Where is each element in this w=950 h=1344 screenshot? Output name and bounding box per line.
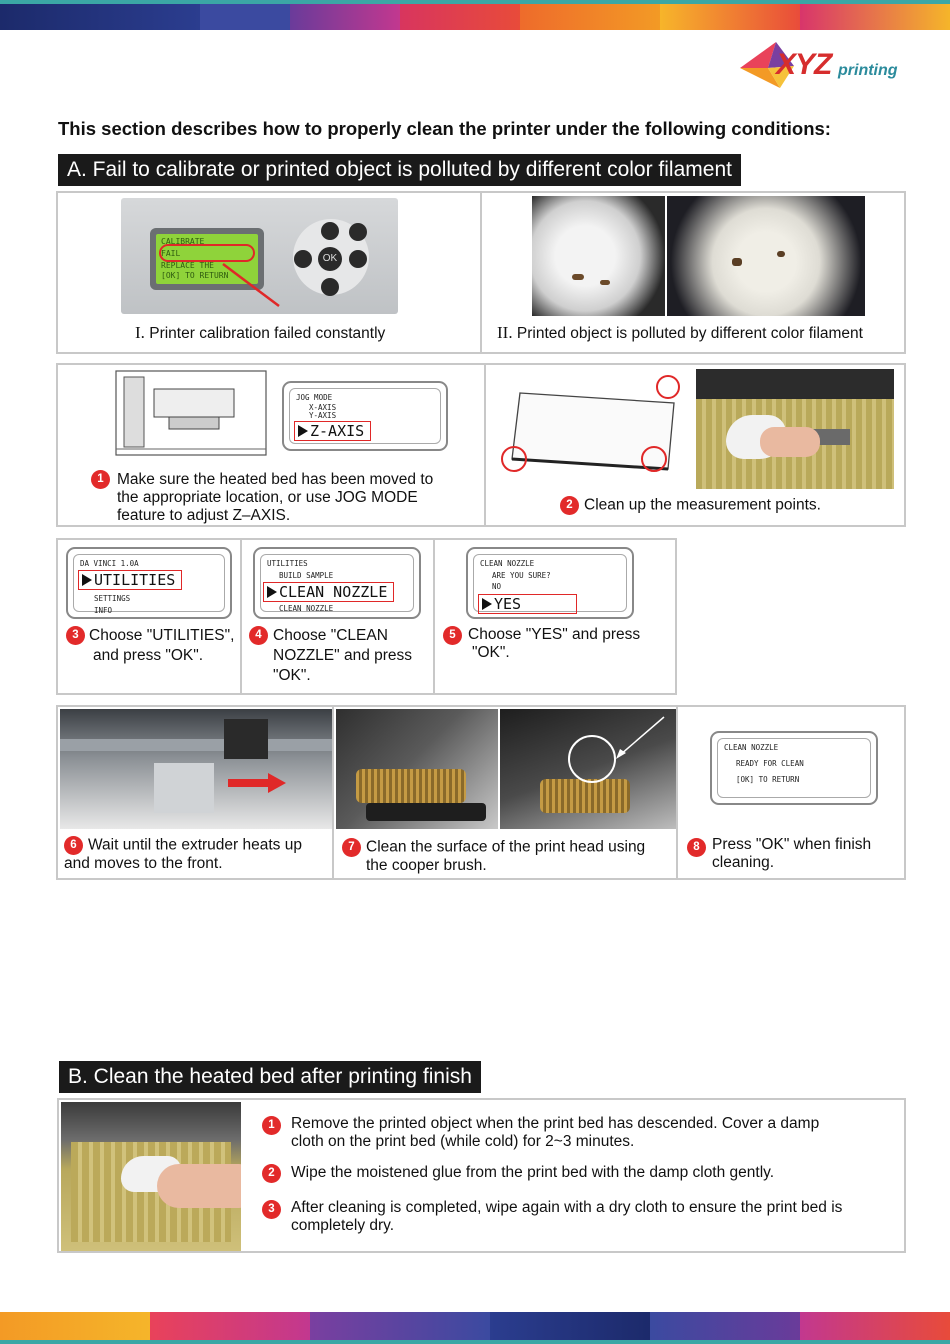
home-button-icon: [349, 223, 367, 241]
lcd-header: DA VINCI 1.0A: [80, 559, 139, 568]
logo-sub-text: printing: [838, 62, 898, 79]
case1-caption: [135, 324, 385, 343]
caption-line: Wait until the extruder heats up: [88, 836, 302, 854]
case2-roman: II.: [497, 323, 513, 342]
section-b-step3: [291, 1199, 842, 1235]
case2-caption: [497, 324, 863, 343]
lcd-header: JOG MODE: [296, 393, 333, 402]
step3-panel: [56, 538, 242, 695]
lcd-line: READY FOR CLEAN: [736, 759, 804, 768]
lcd-item: BUILD SAMPLE: [279, 571, 334, 580]
lcd-line-1: CALIBRATE: [161, 237, 205, 246]
step-number-badge: 2: [560, 496, 579, 515]
lcd-item: NO: [492, 582, 502, 591]
step4-panel: [240, 538, 435, 695]
caption-line: and press "OK".: [93, 647, 204, 664]
caption-line: the appropriate location, or use JOG MODE: [117, 489, 418, 506]
step1-panel: [56, 363, 486, 527]
lcd-selected-item: Z-AXIS: [294, 421, 371, 441]
step-number-badge: 8: [687, 838, 706, 857]
step5-caption: [468, 626, 640, 662]
caption-line: completely dry.: [291, 1217, 395, 1234]
step7-panel: [332, 705, 678, 880]
clean-nozzle-lcd: [253, 547, 421, 619]
step-number-badge: 2: [262, 1164, 281, 1183]
lcd-line-3: REPLACE THE: [161, 261, 214, 270]
caption-line: cleaning.: [712, 854, 775, 871]
step2-caption: [560, 496, 821, 515]
section-a-title: A. Fail to calibrate or printed object is polluted by different color filament: [58, 154, 741, 186]
step7-caption: [342, 838, 645, 875]
step2-panel: [484, 363, 906, 527]
case1-panel: [56, 191, 482, 354]
step8-caption: [712, 836, 871, 872]
ok-button-icon: OK: [318, 247, 342, 271]
polluted-object-photo-1: [532, 196, 665, 316]
brush-photo-2: [500, 709, 676, 829]
section-b-title: B. Clean the heated bed after printing finish: [59, 1061, 481, 1093]
lcd-item: ARE YOU SURE?: [492, 571, 551, 580]
jog-mode-lcd: [282, 381, 448, 451]
step-number-badge: 3: [262, 1200, 281, 1219]
red-arrow-icon: [228, 773, 288, 793]
case2-panel: [480, 191, 906, 354]
caption-line: Choose "CLEAN: [273, 627, 388, 644]
caption-line: "OK".: [273, 667, 311, 684]
caption-line: Choose "UTILITIES",: [89, 627, 235, 644]
section-b-panel: [57, 1098, 906, 1253]
down-button-icon: [321, 278, 339, 296]
step-number-badge: 1: [262, 1116, 281, 1135]
caption-line: After cleaning is completed, wipe again with a dry cloth to ensure the print bed is: [291, 1199, 843, 1216]
step4-caption: [273, 626, 412, 686]
section-b-step2: [291, 1164, 774, 1182]
caption-line: Make sure the heated bed has been moved to: [117, 471, 434, 488]
caption-line: Choose "YES" and press: [468, 626, 641, 643]
up-button-icon: [321, 222, 339, 240]
caption-text: Clean up the measurement points.: [584, 496, 821, 514]
right-button-icon: [349, 250, 367, 268]
case2-caption-text: Printed object is polluted by different color filament: [516, 325, 863, 342]
section-b-step1: [291, 1115, 819, 1151]
lcd-selected-item: UTILITIES: [78, 570, 182, 590]
caption-line: feature to adjust Z–AXIS.: [117, 507, 291, 524]
xyzprinting-logo: [736, 38, 898, 94]
case1-caption-text: Printer calibration failed constantly: [149, 325, 386, 342]
brush-photo-1: [336, 709, 498, 829]
printer-control-panel-photo: [121, 198, 398, 314]
confirm-lcd: [466, 547, 634, 619]
step1-caption: [117, 471, 433, 525]
top-decorative-band: [0, 0, 950, 30]
step-number-badge: 5: [443, 626, 462, 645]
polluted-object-photo-2: [667, 196, 865, 316]
lcd-item: SETTINGS: [94, 594, 131, 603]
lcd-selected-item: YES: [478, 594, 577, 614]
bottom-decorative-band: [0, 1312, 950, 1344]
caption-line: the cooper brush.: [366, 857, 487, 874]
caption-line: Press "OK" when finish: [712, 836, 872, 853]
lcd-item: X-AXIS: [309, 403, 337, 412]
lcd-selected-item: CLEAN NOZZLE: [263, 582, 394, 602]
utilities-lcd: [66, 547, 232, 619]
caption-line: "OK".: [472, 644, 510, 661]
intro-heading: This section describes how to properly clean the printer under the following conditions:: [58, 118, 831, 139]
lcd-line-4: [OK] TO RETURN: [161, 271, 229, 280]
lcd-header: UTILITIES: [267, 559, 308, 568]
step-number-badge: 7: [342, 838, 361, 857]
step5-panel: [433, 538, 677, 695]
lcd-header: CLEAN NOZZLE: [480, 559, 535, 568]
step6-caption: [64, 836, 302, 873]
printer-bed-drawing: [114, 369, 274, 459]
lcd-line: CLEAN NOZZLE: [724, 743, 779, 752]
step8-panel: [676, 705, 906, 880]
step-number-badge: 3: [66, 626, 85, 645]
step-number-badge: 6: [64, 836, 83, 855]
lcd-item: Y-AXIS: [309, 411, 337, 420]
step6-panel: [56, 705, 334, 880]
step-number-badge: 4: [249, 626, 268, 645]
extruder-photo: [60, 709, 332, 829]
left-button-icon: [294, 250, 312, 268]
lcd-item: INFO: [94, 606, 113, 615]
caption-line: NOZZLE" and press: [273, 647, 413, 664]
caption-line: and moves to the front.: [64, 855, 223, 872]
measurement-points-drawing: [498, 373, 694, 485]
caption-line: Clean the surface of the print head using: [366, 838, 646, 856]
step3-caption: [89, 626, 234, 666]
logo-brand-text: XYZ: [776, 48, 832, 81]
ready-for-clean-lcd: [710, 731, 878, 805]
step-number-badge: 1: [91, 470, 110, 489]
caption-line: Remove the printed object when the print bed has descended. Cover a damp: [291, 1115, 820, 1132]
caption-line: cloth on the print bed (while cold) for 2~3 minutes.: [291, 1133, 635, 1150]
wiping-bed-photo: [61, 1102, 241, 1251]
case1-roman: I.: [135, 323, 145, 342]
lcd-line-2: FAIL: [161, 249, 181, 258]
pointer-arrow-icon: [500, 709, 676, 829]
lcd-line: [OK] TO RETURN: [736, 775, 800, 784]
lcd-item: CLEAN NOZZLE: [279, 604, 334, 613]
caption-line: Wipe the moistened glue from the print bed with the damp cloth gently.: [291, 1164, 775, 1181]
cleaning-bed-photo: [696, 369, 894, 489]
